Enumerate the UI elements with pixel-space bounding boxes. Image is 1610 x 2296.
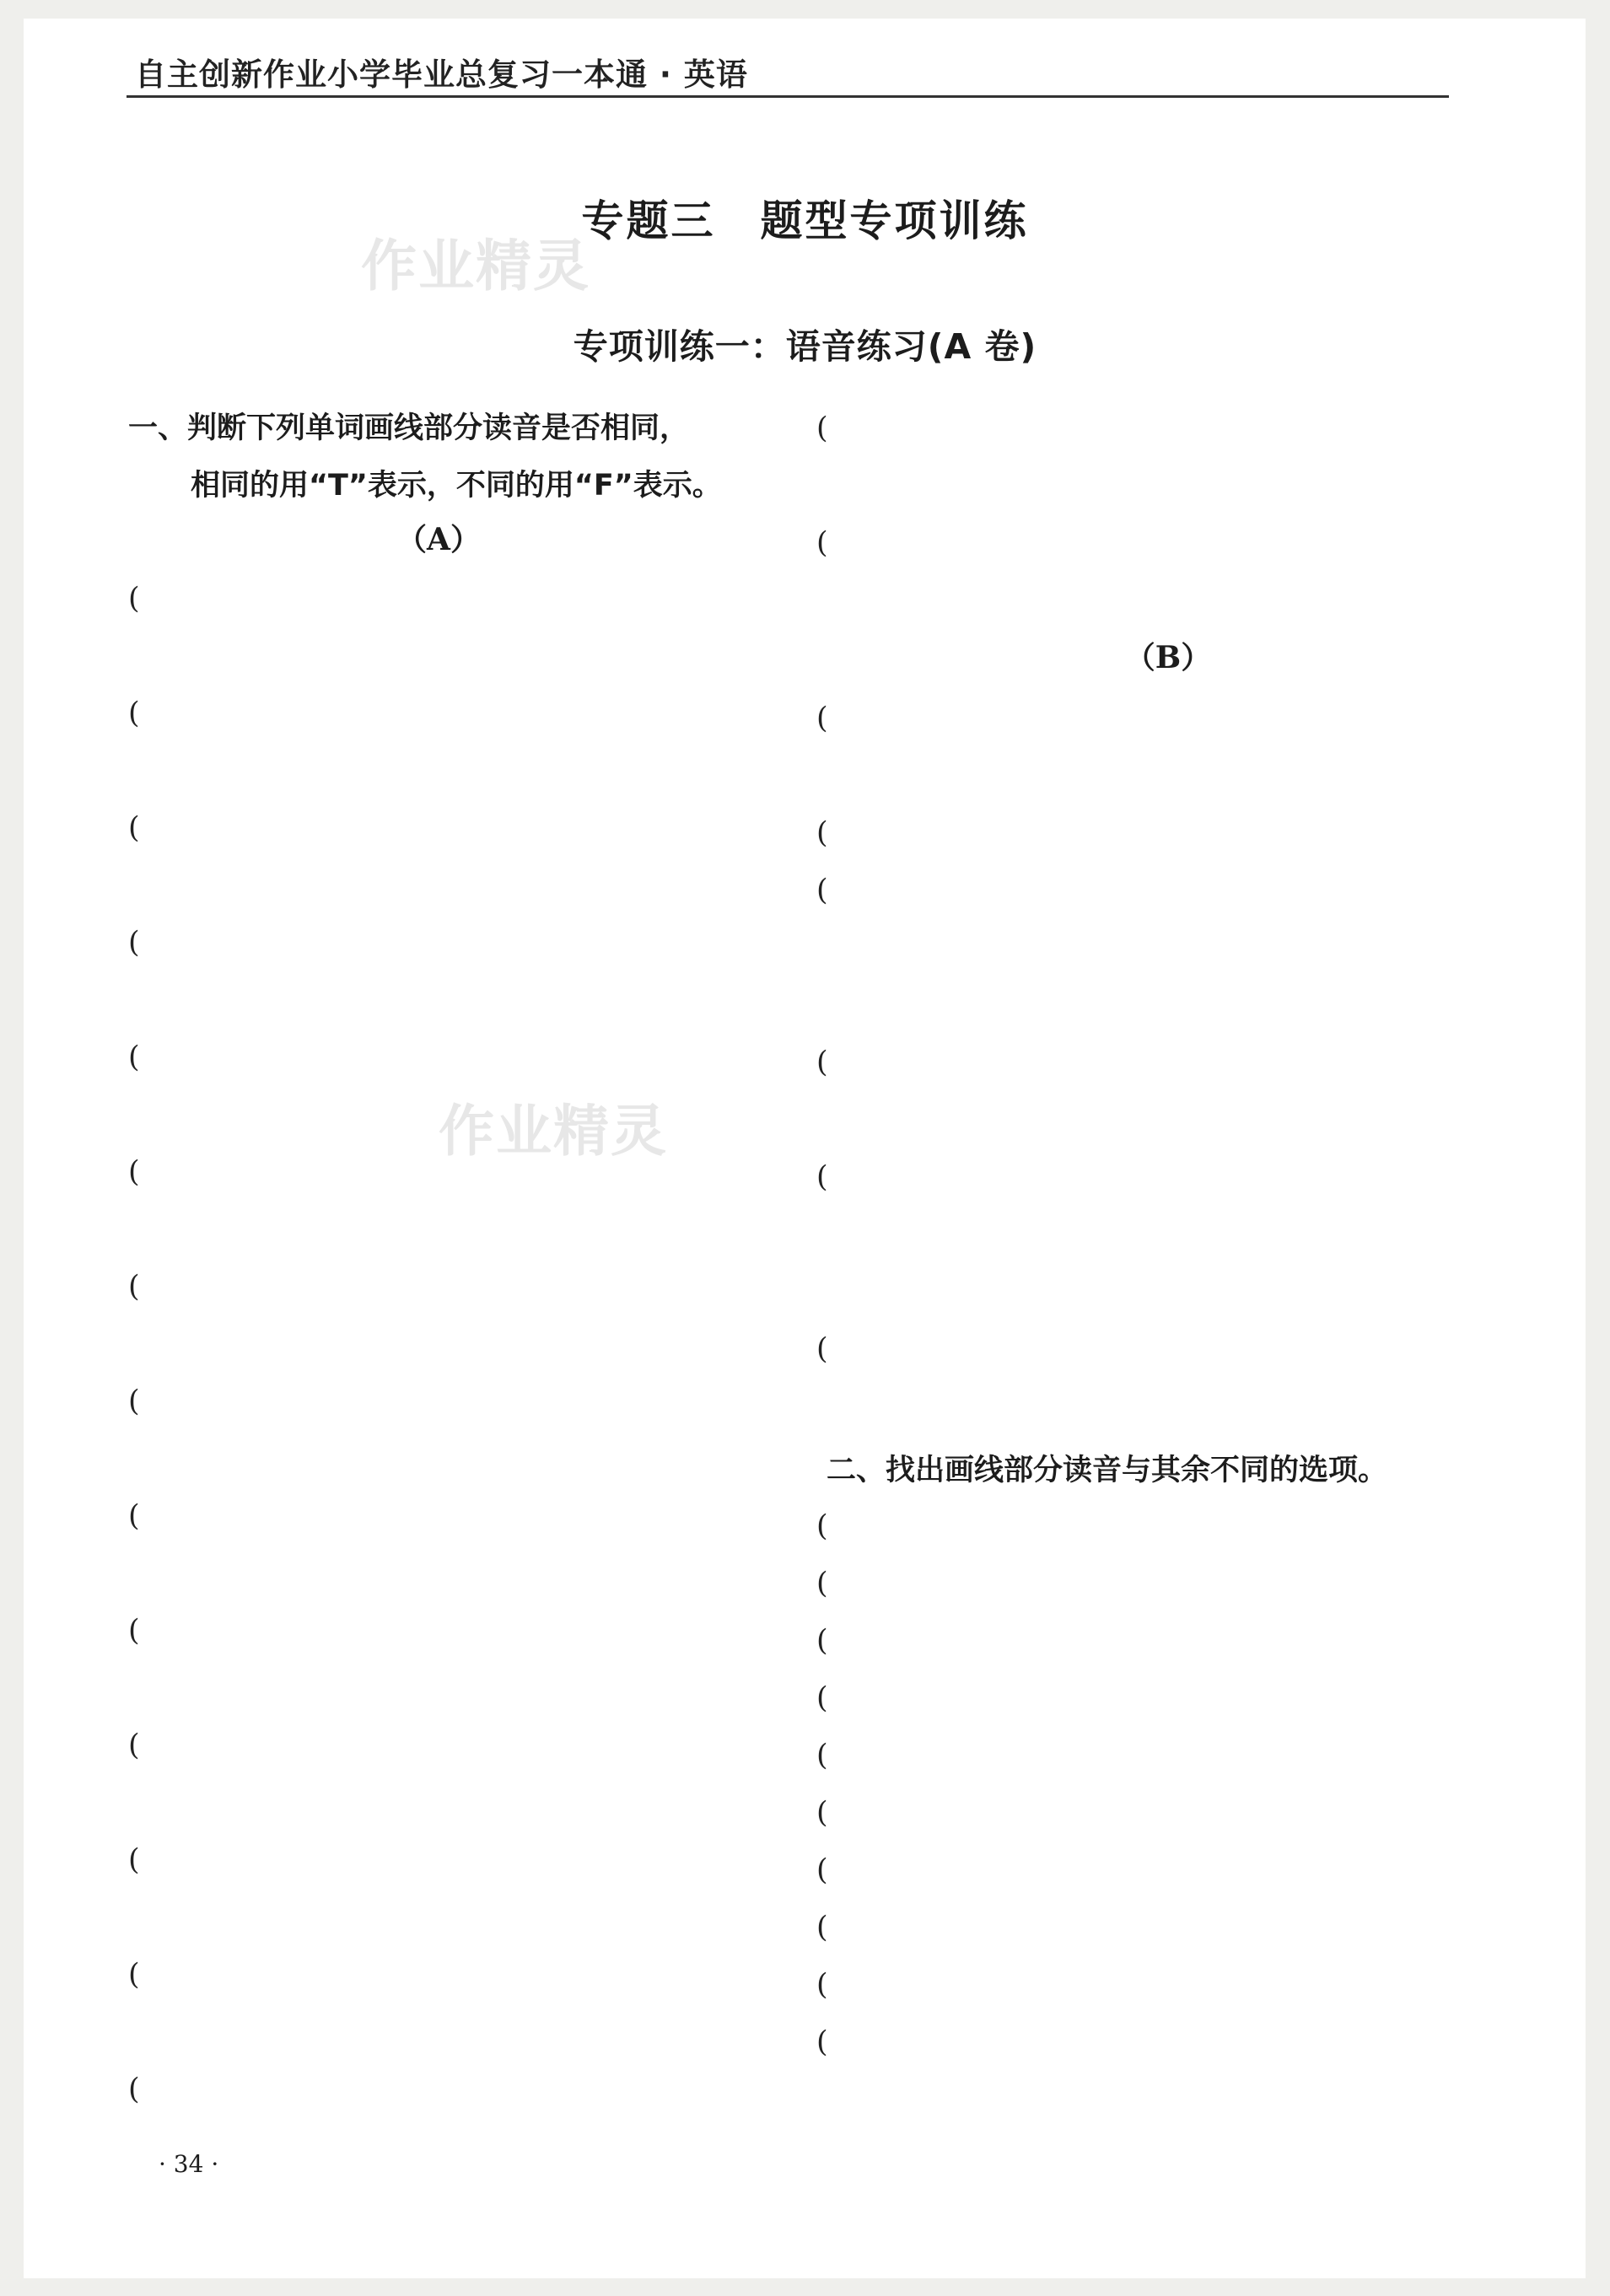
question-row [128, 1086, 803, 1143]
watermark: 作业精灵 [439, 1099, 668, 1164]
question-row [128, 1029, 803, 1086]
sentence-row [816, 976, 1457, 1034]
open-paren: ( [816, 874, 828, 907]
question-row [128, 1315, 803, 1373]
sentence-row [816, 1263, 1457, 1320]
question-row [128, 1659, 803, 1717]
question-row [128, 1430, 803, 1487]
open-paren: ( [128, 1729, 140, 1762]
question-row [128, 1717, 803, 1774]
open-paren: ( [816, 1567, 828, 1600]
sentence-row [816, 1320, 1457, 1378]
header-rule [127, 95, 1449, 98]
question-row [128, 1545, 803, 1602]
open-paren: ( [816, 1739, 828, 1772]
question-row [128, 1487, 803, 1545]
page-title: 专题三 题型专项训练 [581, 196, 1029, 245]
question-row [128, 971, 803, 1029]
open-paren: ( [128, 1040, 140, 1074]
part1-instruction-line1: 一、判断下列单词画线部分读音是否相同， [128, 411, 690, 445]
question-row [816, 1899, 1457, 1956]
question-row [816, 2014, 1457, 2071]
question-row [128, 1258, 803, 1315]
open-paren: ( [816, 1509, 828, 1543]
open-paren: ( [816, 1160, 828, 1194]
question-row [816, 400, 1491, 457]
question-row [128, 914, 803, 971]
part1-instruction-line2: 相同的用“T”表示，不同的用“F”表示。 [191, 469, 722, 503]
question-row [128, 799, 803, 857]
question-row [816, 1956, 1457, 2014]
question-row [816, 514, 1491, 572]
question-row [128, 1889, 803, 1946]
open-paren: ( [128, 1958, 140, 1992]
question-row [816, 572, 1491, 629]
question-row [128, 1831, 803, 1889]
question-row [816, 1498, 1457, 1555]
open-paren: ( [816, 1911, 828, 1944]
question-row [128, 627, 803, 685]
question-row [128, 857, 803, 914]
open-paren: ( [816, 1046, 828, 1079]
open-paren: ( [816, 2025, 828, 2059]
question-row [816, 1842, 1457, 1899]
running-header: 自主创新作业小学毕业总复习一本通 · 英语 [135, 56, 748, 93]
open-paren: ( [816, 1332, 828, 1366]
sentence-row [816, 804, 1457, 862]
open-paren: ( [128, 1614, 140, 1648]
open-paren: ( [816, 816, 828, 850]
open-paren: ( [816, 1853, 828, 1887]
question-row [128, 1201, 803, 1258]
page-subtitle: 专项训练一：语音练习(A 卷) [573, 326, 1037, 367]
question-row [128, 2118, 803, 2175]
page-number: · 34 · [159, 2150, 219, 2178]
question-row [816, 1784, 1457, 1842]
section-b-label: （B） [1124, 640, 1212, 675]
open-paren: ( [128, 1155, 140, 1189]
open-paren: ( [128, 1843, 140, 1877]
open-paren: ( [128, 811, 140, 845]
open-paren: ( [128, 1270, 140, 1304]
open-paren: ( [816, 1624, 828, 1658]
open-paren: ( [816, 526, 828, 560]
part2-instruction: 二、找出画线部分读音与其余不同的选项。 [827, 1454, 1388, 1487]
question-row [128, 2061, 803, 2118]
open-paren: ( [816, 1796, 828, 1830]
question-row [128, 1774, 803, 1831]
sentence-row [816, 1091, 1457, 1148]
question-row [816, 457, 1491, 514]
question-row [816, 1670, 1457, 1727]
question-row [128, 1143, 803, 1201]
question-row [128, 742, 803, 799]
question-row [128, 685, 803, 742]
open-paren: ( [128, 582, 140, 616]
question-row [128, 1373, 803, 1430]
section-a-label: （A） [396, 522, 481, 557]
open-paren: ( [816, 411, 828, 445]
sentence-row [816, 1034, 1457, 1091]
sentence-row [816, 919, 1457, 976]
question-row [816, 1555, 1457, 1612]
question-row [816, 1727, 1457, 1784]
sentence-row [816, 862, 1457, 919]
sentence-row [816, 747, 1457, 804]
sentence-row [816, 1148, 1457, 1206]
open-paren: ( [128, 1499, 140, 1533]
open-paren: ( [816, 1681, 828, 1715]
open-paren: ( [816, 702, 828, 735]
sentence-row [816, 1378, 1457, 1435]
open-paren: ( [128, 2073, 140, 2106]
open-paren: ( [816, 1968, 828, 2002]
open-paren: ( [128, 696, 140, 730]
sentence-row [816, 690, 1457, 747]
watermark: 作业精灵 [361, 234, 590, 298]
open-paren: ( [128, 1385, 140, 1418]
open-paren: ( [128, 926, 140, 960]
question-row [128, 570, 803, 627]
question-row [128, 2003, 803, 2061]
sentence-row [816, 1206, 1457, 1263]
question-row [816, 1612, 1457, 1670]
question-row [128, 1946, 803, 2003]
question-row [128, 1602, 803, 1659]
